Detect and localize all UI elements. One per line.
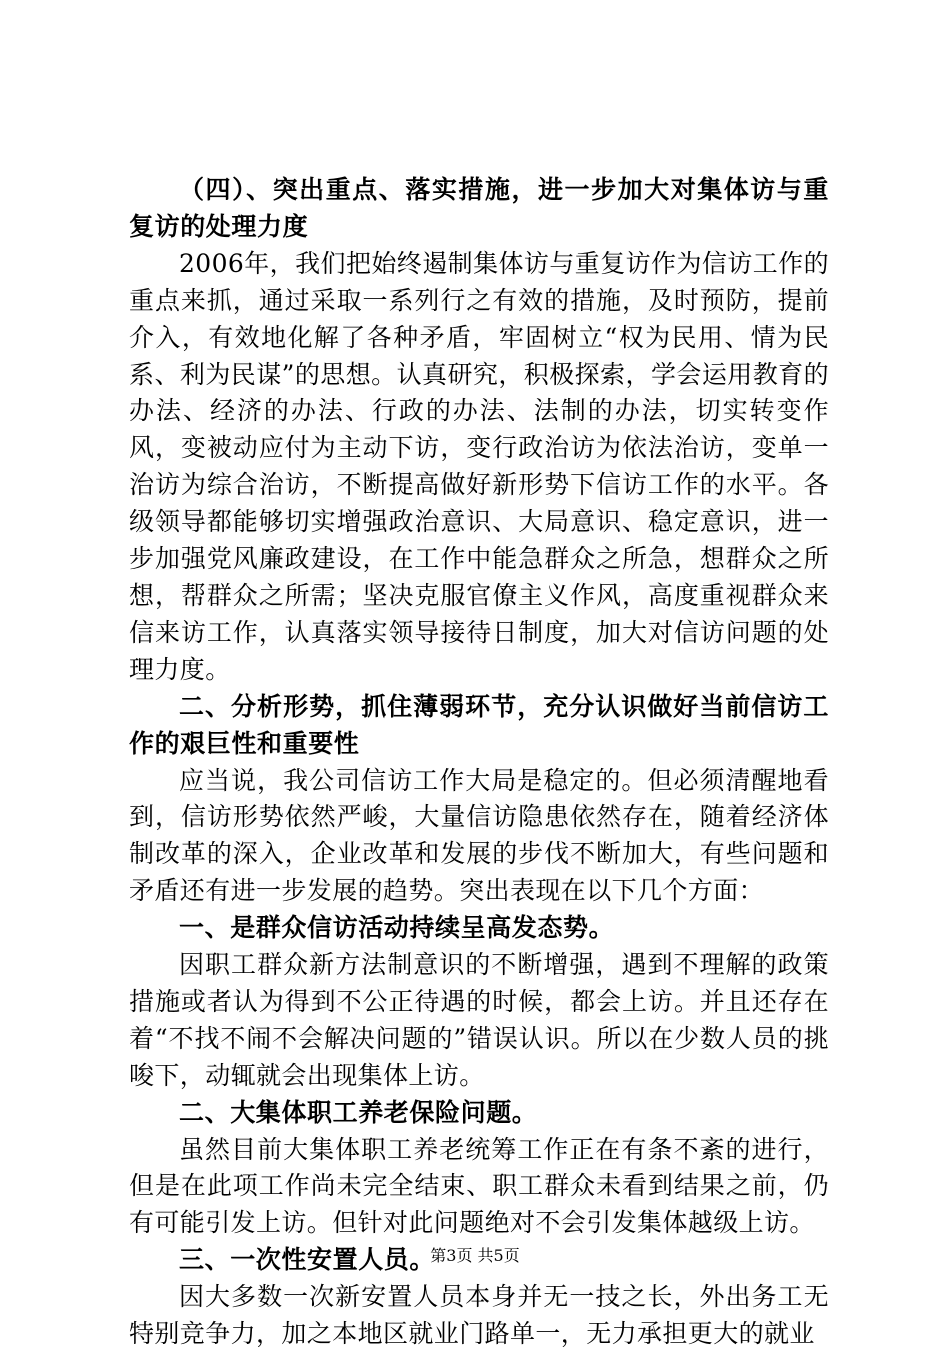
section-heading-two: 二、分析形势，抓住薄弱环节，充分认识做好当前信访工作的艰巨性和重要性: [129, 691, 829, 758]
body-paragraph: 应当说，我公司信访工作大局是稳定的。但必须清醒地看到，信访形势依然严峻，大量信访隐患依然存在，随着经济体制改革的深入，企业改革和发展的步伐不断加大，有些问题和矛盾还有进一步发展的趋势。突出表现在以下几个方面：: [129, 765, 829, 906]
body-paragraph: 虽然目前大集体职工养老统筹工作正在有条不紊的进行，但是在此项工作尚未完全结束、职工群众未看到结果之前，仍有可能引发上访。但针对此问题绝对不会引发集体越级上访。: [129, 1134, 829, 1238]
subheading-three: 三、一次性安置人员。: [179, 1245, 436, 1275]
document-body: [129, 172, 829, 1353]
body-paragraph: 2006年，我们把始终遏制集体访与重复访作为信访工作的重点来抓，通过采取一系列行之有效的措施，及时预防，提前介入，有效地化解了各种矛盾，牢固树立“权为民用、情为民系、利为民谋”的思想。认真研究，积极探索，学会运用教育的办法、经济的办法、行政的办法、法制的办法，切实转变作风，变被动应付为主动下访，变行政治访为依法治访，变单一治访为综合治访，不断提高做好新形势下信访工作的水平。各级领导都能够切实增强政治意识、大局意识、稳定意识，进一步加强党风廉政建设，在工作中能急群众之所急，想群众之所想，帮群众之所需；坚决克服官僚主义作风，高度重视群众来信来访工作，认真落实领导接待日制度，加大对信访问题的处理力度。: [129, 248, 829, 684]
body-paragraph: 因职工群众新方法制意识的不断增强，遇到不理解的政策措施或者认为得到不公正待遇的时候，都会上访。并且还存在着“不找不闹不会解决问题的”错误认识。所以在少数人员的挑唆下，动辄就会出现集体上访。: [129, 950, 829, 1090]
body-paragraph: 因大多数一次新安置人员本身并无一技之长，外出务工无特别竞争力，加之本地区就业门路单一，无力承担更大的就业: [129, 1282, 829, 1349]
section-heading-four: （四）、突出重点、落实措施，进一步加大对集体访与重复访的处理力度: [129, 175, 829, 241]
page-number-footer: 第3页 共5页: [430, 1246, 520, 1265]
subheading-one: 一、是群众信访活动持续呈高发态势。: [179, 913, 615, 943]
subheading-two: 二、大集体职工养老保险问题。: [179, 1097, 538, 1127]
